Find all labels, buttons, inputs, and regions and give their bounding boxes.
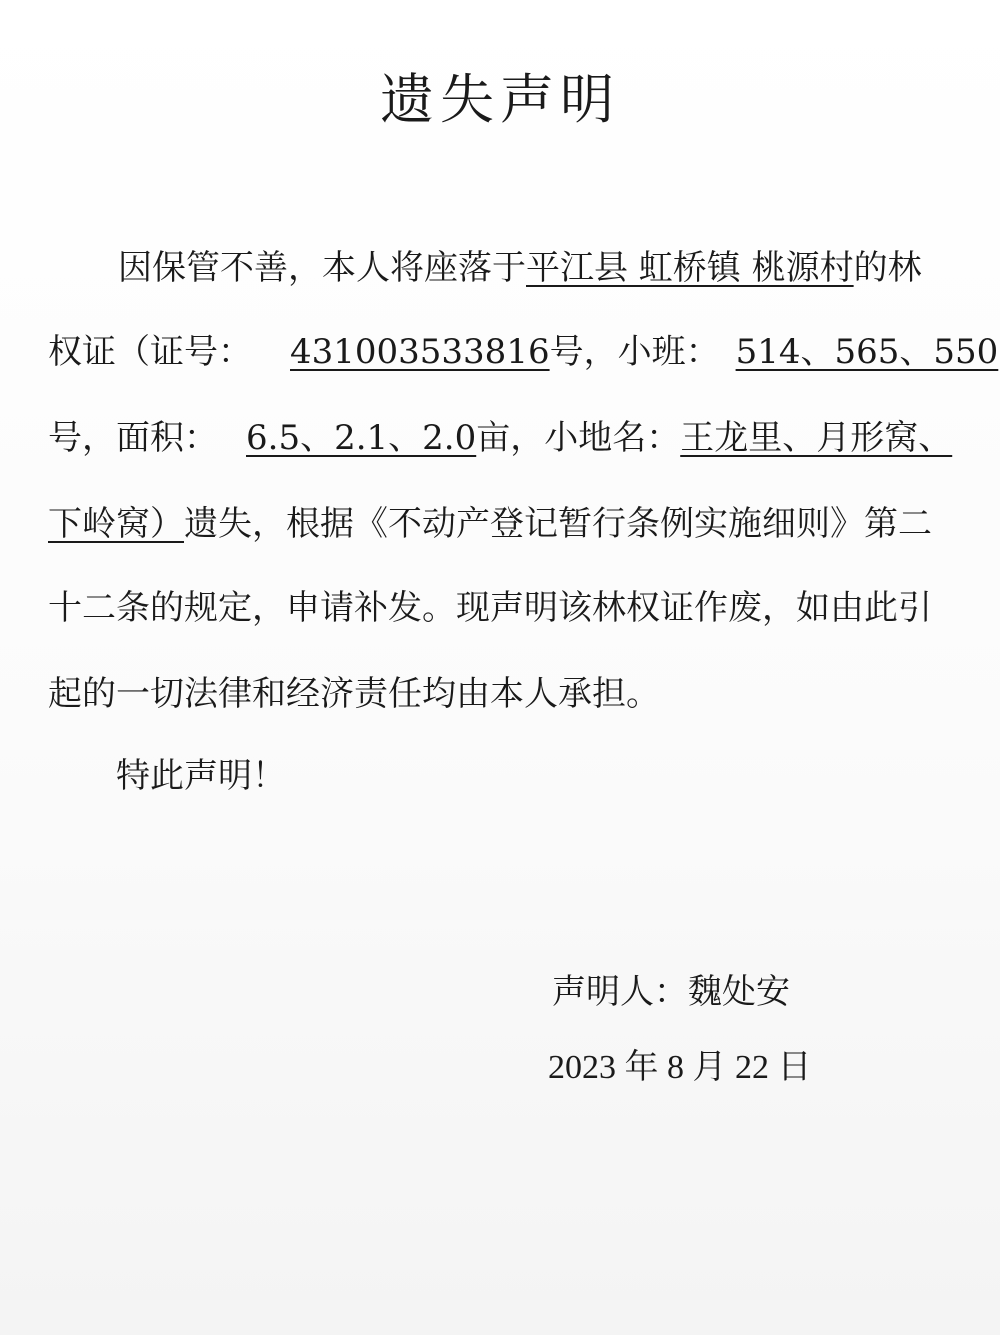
area-values: 6.5、2.1、2.0 xyxy=(246,418,477,458)
body-line-5: 十二条的规定，申请补发。现声明该林权证作废，如由此引 xyxy=(48,588,932,628)
declarant-signature: 声明人：魏处安 xyxy=(552,972,790,1012)
place-names-part2: 下岭窝） xyxy=(48,504,184,544)
declaration-date: 2023 年 8 月 22 日 xyxy=(548,1049,812,1086)
document-title: 遗失声明 xyxy=(380,68,620,131)
certificate-number: 431003533816 xyxy=(290,332,550,372)
body-line-3 xyxy=(48,414,952,462)
sub-lot-numbers: 514、565、550 xyxy=(735,332,999,372)
line1-tail: 的林 xyxy=(853,248,922,288)
closing-statement: 特此声明！ xyxy=(116,756,286,796)
line3-lead: 号，面积： xyxy=(48,418,218,458)
line2-lead: 权证（证号： xyxy=(48,332,252,372)
line3-mid: 亩，小地名： xyxy=(476,418,681,458)
body-line-6: 起的一切法律和经济责任均由本人承担。 xyxy=(48,674,660,714)
body-line-2 xyxy=(48,328,998,376)
line4-tail: 遗失，根据《不动产登记暂行条例实施细则》第二 xyxy=(184,504,932,544)
body-line-4 xyxy=(48,500,932,548)
line2-mid: 号，小班： xyxy=(549,332,720,372)
line1-lead: 因保管不善，本人将座落于 xyxy=(118,248,526,288)
place-names-part1: 王龙里、月形窝、 xyxy=(680,418,953,458)
location-underlined: 平江县 虹桥镇 桃源村 xyxy=(526,248,854,288)
body-line-1 xyxy=(118,244,922,292)
